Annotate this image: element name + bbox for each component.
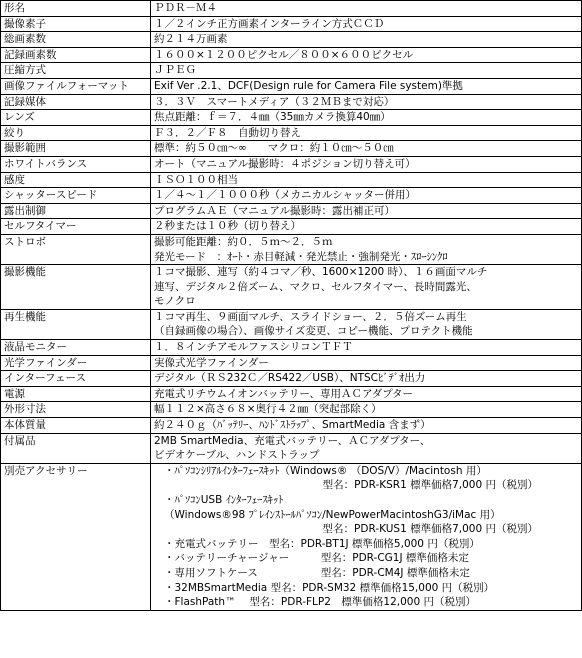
- row-label: 別売アクセサリー: [1, 463, 151, 610]
- row-value: [151, 386, 582, 402]
- row-label: ホワイトバランス: [1, 156, 151, 172]
- row-value-line: ３．３Ｖ スマートメディア（３２ＭＢまで対応）: [154, 95, 395, 108]
- row-value: [151, 355, 582, 371]
- accessory-line: ・ﾊﾟｿｺﾝｼﾘｱﾙｲﾝﾀｰﾌｪｰｽｷｯﾄ（Windows® （DOS/V）/Macintosh 用）: [164, 464, 487, 477]
- table-row: [1, 309, 582, 339]
- row-value-line: 実像式光学ファインダー: [154, 356, 269, 369]
- row-value: [151, 32, 582, 48]
- row-label: 液晶モニター: [1, 340, 151, 356]
- row-value: [151, 371, 582, 387]
- table-row: [1, 16, 582, 32]
- row-value-line: 充電式リチウムイオンバッテリー、専用ＡＣアダプター: [154, 387, 414, 400]
- row-value-line: ビデオケーブル、ハンドストラップ: [154, 449, 320, 462]
- table-row: [1, 141, 582, 157]
- table-row-accessory: [1, 463, 582, 610]
- row-label: 絞り: [1, 125, 151, 141]
- table-row: [1, 203, 582, 219]
- row-value: [151, 433, 582, 463]
- row-value: [151, 63, 582, 79]
- accessory-line: ・ﾊﾟｿｺﾝUSB ｲﾝﾀｰﾌｪｰｽｷｯﾄ: [164, 494, 284, 506]
- table-row: [1, 219, 582, 235]
- table-row: [1, 234, 582, 264]
- accessory-line: ・32MBSmartMedia 型名：PDR-SM32 標準価格15,000 円（税別）: [164, 581, 495, 594]
- accessory-line: ・充電式バッテリー 型名：PDR-BT1J 標準価格5,000 円（税別）: [164, 537, 480, 550]
- row-value-line: ＪＰＥＧ: [154, 64, 196, 77]
- row-label: 感度: [1, 172, 151, 188]
- row-value-line: 約２４０ｇ（ﾊﾞｯﾃﾘｰ、ﾊﾝﾄﾞｽﾄﾗｯﾌﾟ、SmartMedia 含まず）: [154, 419, 431, 432]
- row-value-line: １コマ再生、９画面マルチ、スライドショー、２．５倍ズーム再生: [154, 310, 467, 323]
- accessory-line: （Windows®98 ﾌﾟﾚｲﾝｽﾄｰﾙﾊﾟｿｺﾝ/NewPowerMacintoshG3/iMac 用）: [164, 508, 501, 521]
- accessory-line: ・専用ソフトケース 型名：PDR-CM4J 標準価格未定: [164, 566, 470, 579]
- row-value-line: （自録画像の場合）、画像サイズ変更、コピー機能、プロテクト機能: [154, 325, 473, 338]
- row-value: [151, 141, 582, 157]
- row-value-line: 約２１４万画素: [154, 33, 228, 46]
- row-value-line: 幅１１２×高さ６８×奥行４２㎜（突起部除く）: [154, 403, 382, 416]
- row-value-line: 連写、デジタル２倍ズーム、マクロ、セルフタイマー、長時間露光、: [154, 280, 477, 293]
- row-value-line: 発光モード ：ｵｰﾄ・赤目軽減・発光禁止・強制発光・ｽﾛｰｼﾝｸﾛ: [154, 250, 448, 263]
- row-label: 撮影範囲: [1, 141, 151, 157]
- row-value-line: オート（マニュアル撮影時：４ポジション切り替え可）: [154, 157, 416, 170]
- row-value: [151, 203, 582, 219]
- row-value-line: 焦点距離：ｆ＝７．４㎜（35㎜カメラ換算40㎜）: [154, 111, 391, 124]
- accessory-line: ・バッテリーチャージャー 型名：PDR-CG1J 標準価格未定: [164, 552, 469, 565]
- table-row: [1, 265, 582, 310]
- accessory-section: [1, 463, 582, 610]
- row-label: ストロボ: [1, 234, 151, 264]
- row-label: 露出制御: [1, 203, 151, 219]
- row-value: [151, 234, 582, 264]
- accessory-line: ・FlashPath™ 型名：PDR-FLP2 標準価格12,000 円（税別）: [164, 596, 476, 609]
- table-row: [1, 402, 582, 418]
- row-value: [151, 402, 582, 418]
- row-label: 付属品: [1, 433, 151, 463]
- table-row: [1, 125, 582, 141]
- accessory-line: 型名：PDR-KSR1 標準価格7,000 円（税別）: [322, 479, 538, 492]
- row-value-line: １／４～１／１０００秒（メカニカルシャッター併用）: [154, 189, 417, 202]
- row-value: [151, 110, 582, 126]
- row-label: 本体質量: [1, 418, 151, 434]
- table-row: [1, 355, 582, 371]
- table-row: [1, 371, 582, 387]
- row-value: [151, 125, 582, 141]
- row-value-line: デジタル（ＲＳ232Ｃ／RS422／USB）、NTSCﾋﾞﾃﾞｵ出力: [154, 372, 426, 385]
- row-value-line: 標準：約５０㎝～∞ マクロ：約１０㎝～５０㎝: [154, 142, 394, 155]
- row-value-line: ２秒または１０秒（切り替え）: [154, 220, 301, 233]
- row-value: [151, 172, 582, 188]
- row-value: [151, 94, 582, 110]
- table-row: [1, 1, 582, 17]
- row-label: 電源: [1, 386, 151, 402]
- row-value-line: 撮影可能距離：約０．５ｍ～２．５ｍ: [154, 235, 333, 248]
- row-value-line: Exif Ver .2.1、DCF(Design rule for Camera File system)準拠: [154, 79, 463, 92]
- row-label: 撮像素子: [1, 16, 151, 32]
- row-value-line: １コマ撮影、連写（約４コマ／秒、1600×1200 時）、１６画面マルチ: [154, 266, 488, 279]
- table-row: [1, 78, 582, 94]
- row-label: セルフタイマー: [1, 219, 151, 235]
- spec-body: [1, 1, 582, 464]
- table-row: [1, 188, 582, 204]
- row-value-line: １．８インチアモルファスシリコンＴＦＴ: [154, 341, 353, 354]
- row-label: 総画素数: [1, 32, 151, 48]
- row-value-line: １６００×１２００ピクセル／８００×６００ピクセル: [154, 48, 414, 61]
- table-row: [1, 418, 582, 434]
- row-label: レンズ: [1, 110, 151, 126]
- row-label: 圧縮方式: [1, 63, 151, 79]
- row-value: [151, 265, 582, 310]
- row-value: [151, 340, 582, 356]
- row-value-line: 2MB SmartMedia、充電式バッテリー、ＡＣアダプター、: [154, 434, 431, 447]
- row-label: 形名: [1, 1, 151, 17]
- row-label: 記録媒体: [1, 94, 151, 110]
- row-value: [151, 219, 582, 235]
- table-row: [1, 172, 582, 188]
- row-label: 画像ファイルフォーマット: [1, 78, 151, 94]
- table-row: [1, 386, 582, 402]
- accessory-line: 型名：PDR-KUS1 標準価格7,000 円（税別）: [322, 523, 538, 536]
- row-label: インターフェース: [1, 371, 151, 387]
- row-value: [151, 78, 582, 94]
- row-label: 記録画素数: [1, 47, 151, 63]
- row-value: [151, 309, 582, 339]
- row-value-line: ＰＤＲ－Ｍ４: [154, 2, 217, 14]
- row-value-line: Ｆ３．２／Ｆ８ 自動切り替え: [154, 126, 301, 139]
- row-value-line: プログラムＡＥ（マニュアル撮影時：露出補正可）: [154, 204, 395, 217]
- row-value: [151, 156, 582, 172]
- row-value-line: １／２インチ正方画素インターライン方式ＣＣＤ: [154, 17, 385, 30]
- table-row: [1, 94, 582, 110]
- row-label: 外形寸法: [1, 402, 151, 418]
- table-row: [1, 340, 582, 356]
- row-value: [151, 188, 582, 204]
- table-row: [1, 110, 582, 126]
- row-value: [151, 418, 582, 434]
- row-value: [151, 463, 582, 610]
- row-label: 再生機能: [1, 309, 151, 339]
- table-row: [1, 63, 582, 79]
- row-label: 光学ファインダー: [1, 355, 151, 371]
- row-value-line: モノクロ: [154, 295, 196, 308]
- table-row: [1, 156, 582, 172]
- table-row: [1, 47, 582, 63]
- row-value-line: ＩＳＯ１００相当: [154, 173, 238, 186]
- row-label: 撮影機能: [1, 265, 151, 310]
- row-label: シャッタースピード: [1, 188, 151, 204]
- row-value: [151, 1, 582, 17]
- table-row: [1, 32, 582, 48]
- table-row: [1, 433, 582, 463]
- row-value: [151, 16, 582, 32]
- row-value: [151, 47, 582, 63]
